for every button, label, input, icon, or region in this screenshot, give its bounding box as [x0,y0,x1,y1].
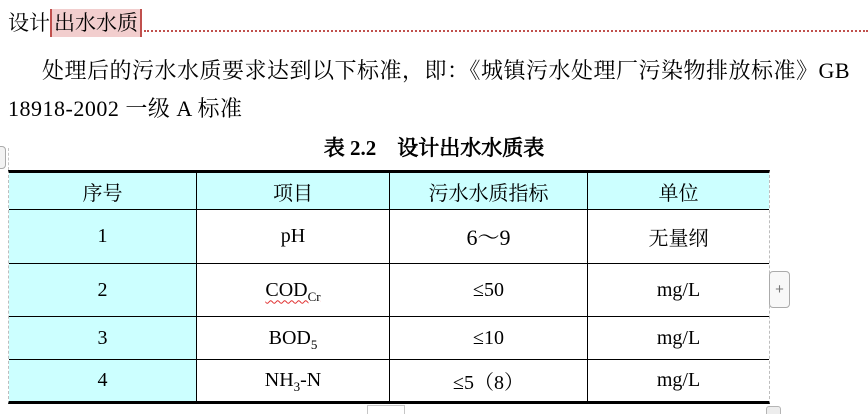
table-cell-unit[interactable]: mg/L [656,369,701,391]
cell-text-sub: 5 [310,336,318,352]
cell-text-sub: Cr [307,288,321,304]
cell-text-sub: 3 [293,379,301,394]
heading-highlighted-text[interactable]: 出水水质 [50,9,142,37]
table-cell-indicator[interactable]: 6～9 [390,210,588,264]
table-header-col-indicator[interactable]: 污水水质指标 [390,173,588,210]
table-cell-item[interactable] [197,264,390,317]
table-cell-indicator[interactable]: ≤5（8） [390,360,588,401]
table-header-col-unit[interactable]: 单位 [588,173,769,210]
bottom-right-partial-control[interactable] [766,406,781,414]
page-boundary-dash [8,148,9,170]
table-title[interactable]: 表 2.2 设计出水水质表 [323,136,545,160]
table-header-col-item[interactable]: 项目 [197,173,390,210]
table-cell-indicator[interactable]: ≤50 [390,264,588,317]
table-cell-item[interactable] [197,360,390,401]
left-edge-partial-button[interactable] [0,146,6,169]
heading-line [8,7,868,37]
paragraph-line-2[interactable]: 18918-2002 一级 A 标准 [8,96,243,121]
cell-text-main: BOD [268,326,311,349]
cell-text-after: -N [300,369,322,391]
cell-text-main: pH [280,225,306,247]
table-cell-item[interactable] [197,317,390,360]
heading-prefix[interactable]: 设计 [8,11,50,35]
table-cell-unit[interactable]: mg/L [588,317,769,360]
cell-text [265,369,322,392]
table-cell-no[interactable]: 4 [9,360,197,401]
cell-text-main: NH [264,369,294,391]
expand-plus-button[interactable] [769,271,790,308]
table-header-col-no[interactable]: 序号 [9,173,197,210]
table-cell-indicator[interactable]: ≤10 [390,317,588,360]
table-cell-no[interactable]: 3 [9,317,197,360]
table-cell-no[interactable]: 2 [9,264,197,317]
paragraph-line-1[interactable]: 处理后的污水水质要求达到以下标准，即：《城镇污水处理厂污染物排放标准》GB [42,58,851,83]
table-cell-no[interactable]: 1 [9,210,197,264]
cell-text-spellcheck-underline [265,279,320,302]
table-cell-unit[interactable]: 无量纲 [588,210,769,264]
plus-icon: + [775,281,784,298]
bottom-edge-partial-control[interactable] [367,405,405,414]
water-quality-table [8,170,770,404]
table-cell-unit[interactable]: mg/L [588,264,769,317]
table-cell-item[interactable] [197,210,390,264]
dotted-leader-line [144,30,868,32]
cell-text-main: COD [265,278,308,301]
cell-text [269,327,318,350]
cell-text [281,225,305,248]
